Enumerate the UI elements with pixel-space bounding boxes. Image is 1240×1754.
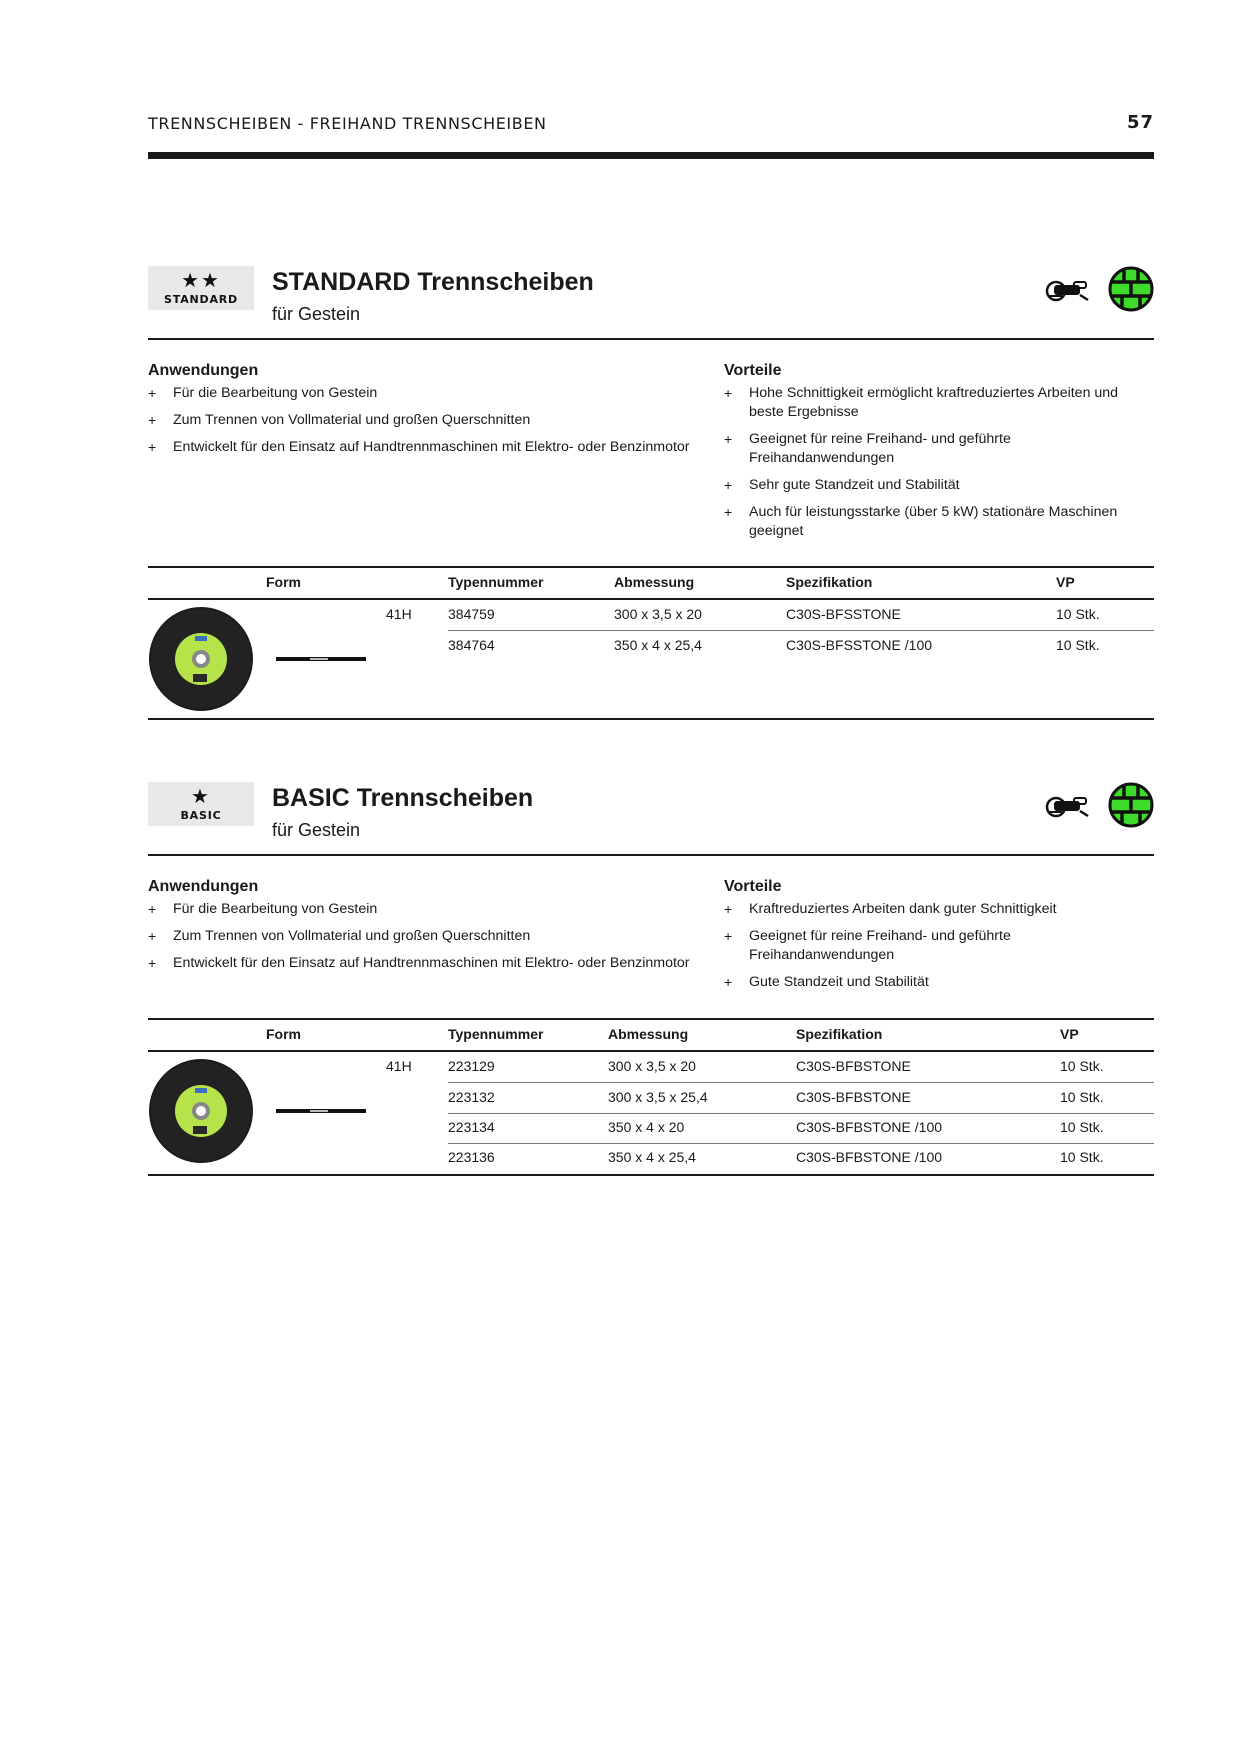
cell-dimension: 300 x 3,5 x 20 (614, 606, 702, 622)
product-table (148, 566, 1154, 720)
list-item (724, 900, 1144, 919)
table-header (148, 566, 1154, 600)
brick-material-icon (1108, 782, 1154, 828)
quality-badge (148, 782, 254, 826)
cell-vp: 10 Stk. (1060, 1058, 1104, 1074)
section-title: BASIC Trennscheiben (272, 784, 534, 812)
cell-spec: C30S-BFSSTONE /100 (786, 637, 933, 653)
section-title: STANDARD Trennscheiben (272, 268, 594, 296)
list-item-text: Für die Bearbeitung von Gestein (173, 901, 378, 917)
advantages-column (724, 362, 1144, 549)
list-item-text: Entwickelt für den Einsatz auf Handtrennmaschinen mit Elektro- oder Benzinmotor (173, 439, 690, 455)
plus-icon: + (724, 504, 733, 520)
plus-icon: + (724, 477, 733, 493)
cell-type: 223129 (448, 1058, 495, 1074)
badge-label: STANDARD (164, 292, 238, 306)
cell-vp: 10 Stk. (1060, 1119, 1104, 1135)
column-header: Abmessung (614, 574, 695, 590)
cell-type: 384759 (448, 606, 495, 622)
advantages-heading: Vorteile (724, 362, 782, 379)
plus-icon: + (724, 385, 733, 401)
column-header: Abmessung (608, 1026, 689, 1042)
cell-vp: 10 Stk. (1056, 606, 1100, 622)
cut-off-saw-icon (1044, 792, 1090, 820)
applications-heading: Anwendungen (148, 362, 259, 379)
table-row (448, 631, 1154, 661)
table-row (448, 1143, 1154, 1173)
applications-column (148, 362, 718, 465)
plus-icon: + (724, 928, 733, 944)
table-row (448, 600, 1154, 631)
section-header (148, 782, 1154, 856)
applications-heading: Anwendungen (148, 878, 259, 895)
plus-icon: + (148, 901, 157, 917)
section-standard (148, 266, 1154, 653)
plus-icon: + (148, 928, 157, 944)
disc-profile-icon (276, 657, 366, 661)
list-item-text: Sehr gute Standzeit und Stabilität (749, 477, 960, 493)
cell-type: 223134 (448, 1119, 495, 1135)
chapter-title: TRENNSCHEIBEN - FREIHAND TRENNSCHEIBEN (148, 114, 547, 133)
form-code: 41H (386, 606, 412, 622)
column-header: Typennummer (448, 574, 544, 590)
plus-icon: + (148, 412, 157, 428)
table-header (148, 1018, 1154, 1052)
cell-type: 223136 (448, 1149, 495, 1165)
column-header: Spezifikation (796, 1026, 883, 1042)
disc-profile-icon (276, 1109, 366, 1113)
cell-dimension: 350 x 4 x 20 (608, 1119, 685, 1135)
cell-dimension: 350 x 4 x 25,4 (614, 637, 702, 653)
table-row (448, 1083, 1154, 1114)
column-header: Spezifikation (786, 574, 873, 590)
cell-vp: 10 Stk. (1060, 1149, 1104, 1165)
cell-type: 223132 (448, 1089, 495, 1105)
column-header: Typennummer (448, 1026, 544, 1042)
list-item (148, 384, 718, 403)
list-item-text: Geeignet für reine Freihand- und geführte Freihandanwendungen (749, 431, 1011, 466)
list-item-text: Zum Trennen von Vollmaterial und großen Querschnitten (173, 412, 531, 428)
list-item (724, 927, 1144, 965)
plus-icon: + (148, 955, 157, 971)
list-item-text: Auch für leistungsstarke (über 5 kW) stationäre Maschinen geeignet (749, 504, 1118, 539)
column-header: Form (266, 574, 301, 590)
brick-material-icon (1108, 266, 1154, 312)
plus-icon: + (724, 431, 733, 447)
cell-dimension: 300 x 3,5 x 20 (608, 1058, 696, 1074)
list-item-text: Kraftreduziertes Arbeiten dank guter Schnittigkeit (749, 901, 1057, 917)
cell-spec: C30S-BFBSTONE /100 (796, 1119, 943, 1135)
list-item-text: Hohe Schnittigkeit ermöglicht kraftreduziertes Arbeiten und beste Ergebnisse (749, 385, 1119, 420)
column-header: VP (1056, 574, 1075, 590)
cell-type: 384764 (448, 637, 495, 653)
form-code: 41H (386, 1058, 412, 1074)
cutting-disc-image (148, 606, 254, 712)
table-body (148, 600, 1154, 720)
list-item (148, 438, 718, 457)
table-body (148, 1052, 1154, 1176)
section-basic (148, 782, 1154, 1165)
cut-off-saw-icon (1044, 276, 1090, 304)
section-subtitle: für Gestein (272, 820, 361, 840)
list-item (148, 900, 718, 919)
page-number: 57 (1126, 112, 1154, 133)
list-item-text: Entwickelt für den Einsatz auf Handtrennmaschinen mit Elektro- oder Benzinmotor (173, 955, 690, 971)
list-item (148, 954, 718, 973)
column-header: Form (266, 1026, 301, 1042)
page-header (148, 108, 1154, 159)
list-item-text: Gute Standzeit und Stabilität (749, 974, 929, 990)
advantages-heading: Vorteile (724, 878, 782, 895)
quality-badge (148, 266, 254, 310)
plus-icon: + (148, 385, 157, 401)
column-header: VP (1060, 1026, 1079, 1042)
list-item (724, 476, 1144, 495)
list-item (724, 503, 1144, 541)
list-item (724, 384, 1144, 422)
list-item-text: Zum Trennen von Vollmaterial und großen Querschnitten (173, 928, 531, 944)
cell-spec: C30S-BFBSTONE (796, 1089, 911, 1105)
section-header (148, 266, 1154, 340)
cutting-disc-image (148, 1058, 254, 1164)
list-item-text: Für die Bearbeitung von Gestein (173, 385, 378, 401)
cell-dimension: 350 x 4 x 25,4 (608, 1149, 696, 1165)
plus-icon: + (724, 974, 733, 990)
list-item-text: Geeignet für reine Freihand- und geführte Freihandanwendungen (749, 928, 1011, 963)
plus-icon: + (724, 901, 733, 917)
cell-vp: 10 Stk. (1056, 637, 1100, 653)
advantages-column (724, 878, 1144, 1000)
list-item (148, 927, 718, 946)
section-subtitle: für Gestein (272, 304, 361, 324)
product-table (148, 1018, 1154, 1176)
plus-icon: + (148, 439, 157, 455)
list-item (724, 430, 1144, 468)
star-icon: ★★ (181, 269, 221, 292)
table-row (448, 1113, 1154, 1144)
star-icon: ★ (191, 785, 211, 808)
list-item (724, 973, 1144, 992)
table-row (448, 1052, 1154, 1083)
cell-spec: C30S-BFBSTONE (796, 1058, 911, 1074)
cell-spec: C30S-BFBSTONE /100 (796, 1149, 943, 1165)
cell-dimension: 300 x 3,5 x 25,4 (608, 1089, 708, 1105)
cell-spec: C30S-BFSSTONE (786, 606, 901, 622)
cell-vp: 10 Stk. (1060, 1089, 1104, 1105)
badge-label: BASIC (180, 808, 222, 822)
list-item (148, 411, 718, 430)
applications-column (148, 878, 718, 981)
